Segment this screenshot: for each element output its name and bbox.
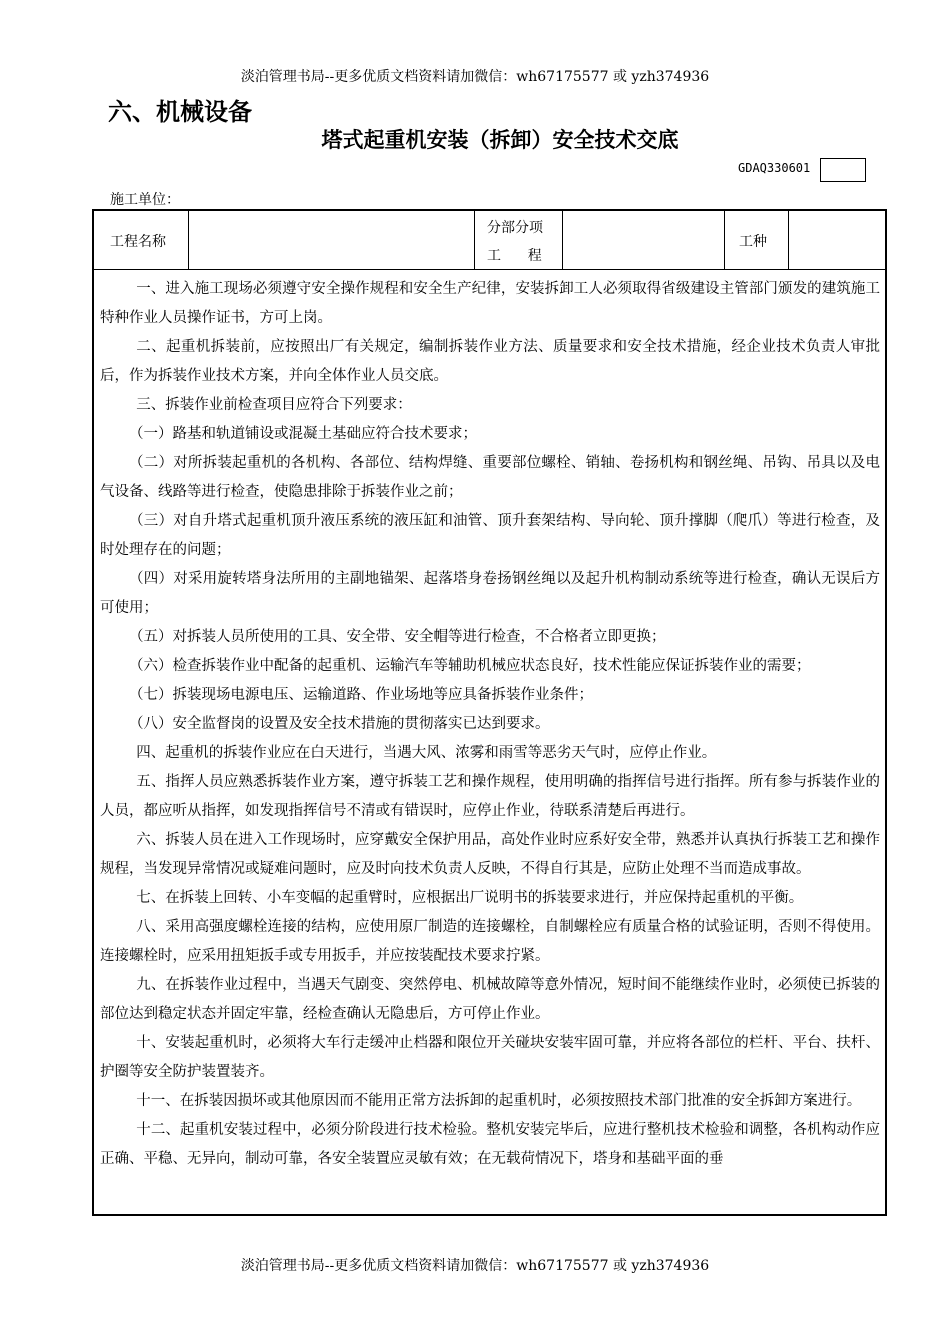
paragraph: （三）对自升塔式起重机顶升液压系统的液压缸和油管、顶升套架结构、导向轮、顶升撑脚（爬爪）等进行检查，及时处理存在的问题； xyxy=(100,513,880,558)
paragraph: （七）拆装现场电源电压、运输道路、作业场地等应具备拆装作业条件； xyxy=(129,687,593,703)
section-title: 六、机械设备 xyxy=(108,98,252,126)
construction-unit-label: 施工单位： xyxy=(110,192,180,208)
paragraph: （四）对采用旋转塔身法所用的主副地锚架、起落塔身卷扬钢丝绳以及起升机构制动系统等进行检查，确认无误后方可使用； xyxy=(100,571,880,616)
paragraph: 十、安装起重机时，必须将大车行走缓冲止档器和限位开关碰块安装牢固可靠，并应将各部位的栏杆、平台、扶杆、护圈等安全防护装置装齐。 xyxy=(100,1035,880,1080)
document-title: 塔式起重机安装（拆卸）安全技术交底 xyxy=(321,128,679,152)
paragraph: （二）对所拆装起重机的各机构、各部位、结构焊缝、重要部位螺栓、销轴、卷扬机构和钢丝绳、吊钩、吊具以及电气设备、线路等进行检查，使隐患排除于拆装作业之前； xyxy=(100,455,880,500)
paragraph: 二、起重机拆装前，应按照出厂有关规定，编制拆装作业方法、质量要求和安全技术措施，经企业技术负责人审批后，作为拆装作业技术方案，并向全体作业人员交底。 xyxy=(100,339,880,384)
paragraph: 三、拆装作业前检查项目应符合下列要求： xyxy=(136,397,412,413)
disclosure-table xyxy=(92,209,887,1216)
sub-project-field[interactable] xyxy=(563,211,723,269)
header-watermark-note: 淡泊管理书局--更多优质文档资料请加微信：wh67175577 或 yzh374936 xyxy=(240,69,710,85)
project-name-label: 工程名称 xyxy=(110,234,166,250)
paragraph: 一、进入施工现场必须遵守安全操作规程和安全生产纪律，安装拆卸工人必须取得省级建设主管部门颁发的建筑施工特种作业人员操作证书，方可上岗。 xyxy=(100,281,880,326)
paragraph: 五、指挥人员应熟悉拆装作业方案，遵守拆装工艺和操作规程，使用明确的指挥信号进行指挥。所有参与拆装作业的人员，都应听从指挥，如发现指挥信号不清或有错误时，应停止作业，待联系清楚后再进行。 xyxy=(100,774,880,819)
paragraph: （八）安全监督岗的设置及安全技术措施的贯彻落实已达到要求。 xyxy=(129,716,550,732)
paragraph: （六）检查拆装作业中配备的起重机、运输汽车等辅助机械应状态良好，技术性能应保证拆装作业的需要； xyxy=(129,658,811,674)
disclosure-content xyxy=(100,275,880,1174)
project-info-row xyxy=(94,211,885,270)
paragraph: 七、在拆装上回转、小车变幅的起重臂时，应根据出厂说明书的拆装要求进行，并应保持起重机的平衡。 xyxy=(136,890,804,906)
divider xyxy=(474,211,475,269)
work-type-field[interactable] xyxy=(789,211,883,269)
divider xyxy=(724,211,725,269)
paragraph: 十一、在拆装因损坏或其他原因而不能用正常方法拆卸的起重机时，必须按照技术部门批准的安全拆卸方案进行。 xyxy=(136,1093,862,1109)
code-box xyxy=(820,158,866,182)
sub-project-label-line1: 分部分项 xyxy=(487,220,543,236)
project-name-field[interactable] xyxy=(189,211,473,269)
footer-watermark-note: 淡泊管理书局--更多优质文档资料请加微信：wh67175577 或 yzh374936 xyxy=(240,1258,710,1274)
paragraph: （一）路基和轨道铺设或混凝土基础应符合技术要求； xyxy=(129,426,477,442)
paragraph: 十二、起重机安装过程中，必须分阶段进行技术检验。整机安装完毕后，应进行整机技术检验和调整，各机构动作应正确、平稳、无异向，制动可靠，各安全装置应灵敏有效；在无载荷情况下，塔身和基础平面的垂 xyxy=(100,1122,880,1167)
document-code: GDAQ330601 xyxy=(738,161,811,175)
paragraph: 九、在拆装作业过程中，当遇天气剧变、突然停电、机械故障等意外情况，短时间不能继续作业时，必须使已拆装的部位达到稳定状态并固定牢靠，经检查确认无隐患后，方可停止作业。 xyxy=(100,977,880,1022)
work-type-label: 工种 xyxy=(739,234,767,250)
paragraph: 六、拆装人员在进入工作现场时，应穿戴安全保护用品，高处作业时应系好安全带，熟悉并认真执行拆装工艺和操作规程，当发现异常情况或疑难问题时，应及时向技术负责人反映，不得自行其是，应防止处理不当而造成事故。 xyxy=(100,832,880,877)
paragraph: 八、采用高强度螺栓连接的结构，应使用原厂制造的连接螺栓，自制螺栓应有质量合格的试验证明，否则不得使用。连接螺栓时，应采用扭矩扳手或专用扳手，并应按装配技术要求拧紧。 xyxy=(100,919,880,964)
paragraph: 四、起重机的拆装作业应在白天进行，当遇大风、浓雾和雨雪等恶劣天气时，应停止作业。 xyxy=(136,745,717,761)
paragraph: （五）对拆装人员所使用的工具、安全带、安全帽等进行检查，不合格者立即更换； xyxy=(129,629,666,645)
sub-project-label-line2: 工 程 xyxy=(487,248,542,264)
